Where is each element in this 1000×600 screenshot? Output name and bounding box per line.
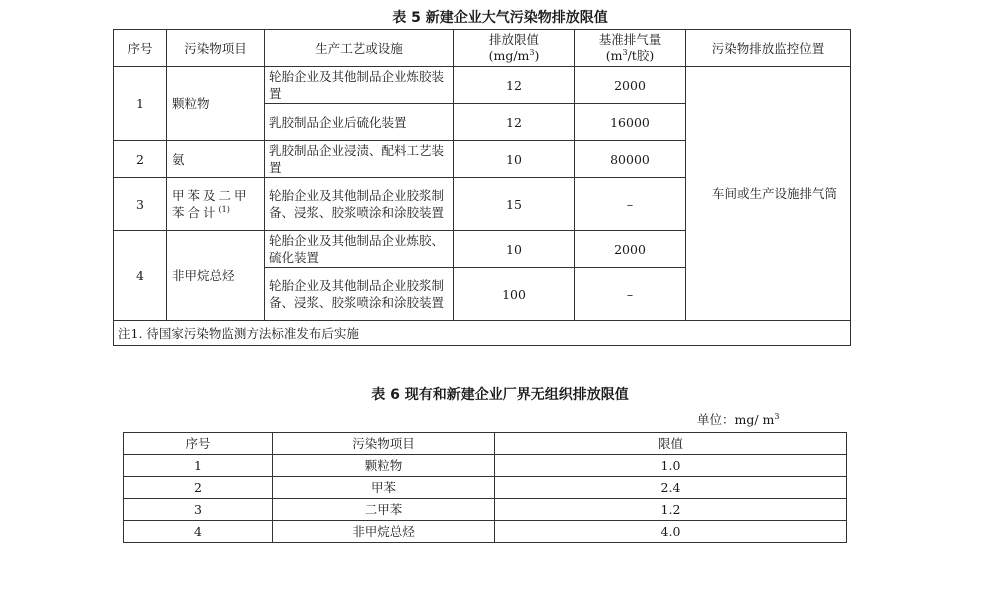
table6-title: 表 6 现有和新建企业厂界无组织排放限值 <box>371 387 629 403</box>
cell-seq: 1 <box>114 67 167 141</box>
header-limit: 限值 <box>495 433 847 455</box>
cell-limit: 1.0 <box>495 455 847 477</box>
header-limit <box>454 30 575 67</box>
header-location: 污染物排放监控位置 <box>686 30 851 67</box>
cell-process: 乳胶制品企业后硫化装置 <box>265 104 454 141</box>
header-pollutant: 污染物项目 <box>167 30 265 67</box>
cell-gas: 2000 <box>575 67 686 104</box>
cell-process: 轮胎企业及其他制品企业胶浆制备、浸浆、胶浆喷涂和涂胶装置 <box>265 178 454 231</box>
table-row <box>124 521 847 543</box>
cell-seq: 2 <box>114 141 167 178</box>
cell-limit: 10 <box>454 141 575 178</box>
cell-gas: 16000 <box>575 104 686 141</box>
table5-note-row <box>114 321 851 346</box>
cell-pollutant: 氨 <box>167 141 265 178</box>
cell-location: 车间或生产设施排气筒 <box>686 67 851 321</box>
table5-note: 注1. 待国家污染物监测方法标准发布后实施 <box>114 321 851 346</box>
header-limit-unit: $(mg/m^3)$ <box>488 47 540 63</box>
cell-seq: 3 <box>114 178 167 231</box>
header-process: 生产工艺或设施 <box>265 30 454 67</box>
cell-limit: 12 <box>454 104 575 141</box>
cell-process: 轮胎企业及其他制品企业胶浆制备、浸浆、胶浆喷涂和涂胶装置 <box>265 268 454 321</box>
cell-limit: 15 <box>454 178 575 231</box>
header-seq: 序号 <box>114 30 167 67</box>
cell-gas: – <box>575 268 686 321</box>
cell-seq: 4 <box>124 521 273 543</box>
cell-limit: 2.4 <box>495 477 847 499</box>
cell-process: 轮胎企业及其他制品企业炼胶装置 <box>265 67 454 104</box>
table6 <box>123 432 847 543</box>
cell-seq: 4 <box>114 231 167 321</box>
table-row <box>124 499 847 521</box>
cell-seq: 3 <box>124 499 273 521</box>
cell-pollutant: 颗粒物 <box>167 67 265 141</box>
header-gas-line1: 基准排气量 <box>598 32 662 47</box>
cell-limit: 10 <box>454 231 575 268</box>
table6-unit: 单位：mg/ $m^3$ <box>697 411 780 427</box>
table-row <box>124 477 847 499</box>
header-limit-line1: 排放限值 <box>488 32 539 47</box>
cell-pollutant: 非甲烷总烃 <box>273 521 495 543</box>
cell-seq: 1 <box>124 455 273 477</box>
cell-pollutant: 颗粒物 <box>273 455 495 477</box>
cell-limit: 100 <box>454 268 575 321</box>
cell-pollutant: 甲苯 <box>273 477 495 499</box>
header-seq: 序号 <box>124 433 273 455</box>
table-row <box>114 67 851 104</box>
table5-title: 表 5 新建企业大气污染物排放限值 <box>392 10 608 26</box>
cell-limit: 1.2 <box>495 499 847 521</box>
header-gas-unit: ($m^3/t$胶) <box>605 47 655 63</box>
header-gas <box>575 30 686 67</box>
table5-header-row <box>114 30 851 67</box>
cell-gas: 80000 <box>575 141 686 178</box>
cell-process: 轮胎企业及其他制品企业炼胶、硫化装置 <box>265 231 454 268</box>
cell-seq: 2 <box>124 477 273 499</box>
cell-process: 乳胶制品企业浸渍、配料工艺装置 <box>265 141 454 178</box>
cell-pollutant: 非甲烷总烃 <box>167 231 265 321</box>
cell-limit: 12 <box>454 67 575 104</box>
table5 <box>113 29 851 346</box>
cell-gas: – <box>575 178 686 231</box>
table6-header-row <box>124 433 847 455</box>
cell-pollutant: 甲苯及二甲苯合计$^{(1)}$ <box>167 178 265 231</box>
cell-pollutant: 二甲苯 <box>273 499 495 521</box>
cell-limit: 4.0 <box>495 521 847 543</box>
header-pollutant: 污染物项目 <box>273 433 495 455</box>
cell-gas: 2000 <box>575 231 686 268</box>
table-row <box>124 455 847 477</box>
